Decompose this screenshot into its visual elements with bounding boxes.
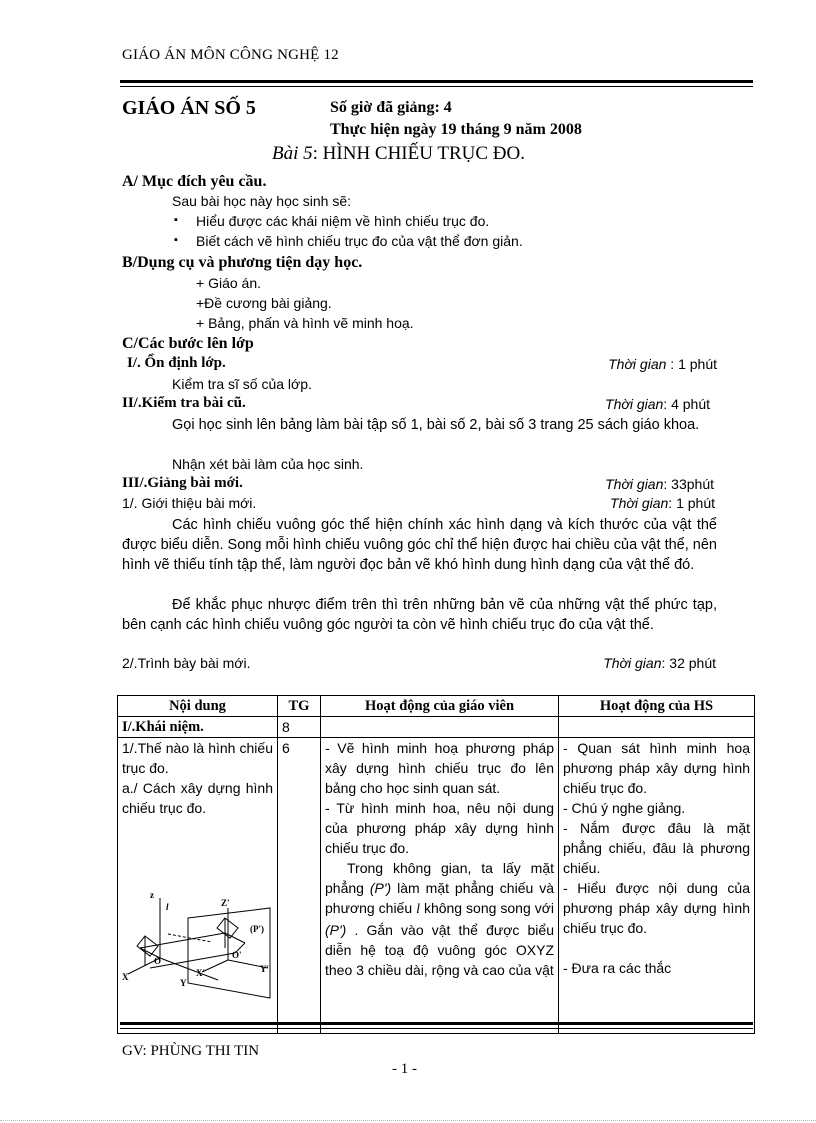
table-cell-text: - Vẽ hình minh hoạ phương pháp xây dựng hình chiếu trục đo lên bảng cho học sinh quan sát. xyxy=(325,740,554,796)
section-c-heading: C/Các bước lên lớp xyxy=(122,335,254,352)
time-label: Thời gian xyxy=(608,356,667,372)
time-value: : 33phút xyxy=(663,476,714,492)
section-c1-time xyxy=(520,356,717,372)
figure-label: Y' xyxy=(260,964,269,974)
text-run: Trong không gian, ta lấy mặt phẳng xyxy=(325,860,554,896)
subsection-present-heading: 2/.Trình bày bài mới. xyxy=(122,655,251,671)
time-value: : 32 phút xyxy=(661,655,716,671)
header-rule-thin xyxy=(120,86,753,87)
section-c2-text2: Nhận xét bài làm của học sinh. xyxy=(172,456,364,472)
text-run: . Gắn vào vật thể được biểu diễn hệ toạ độ vuông góc OXYZ theo 3 chiều dài, rộng và cao của vật xyxy=(325,922,554,978)
section-c3-heading: III/.Giảng bài mới. xyxy=(122,475,243,491)
time-label: Thời gian xyxy=(603,655,662,671)
figure-label: O' xyxy=(232,950,242,960)
footer-rule-thick xyxy=(120,1022,753,1025)
figure-label: Z' xyxy=(221,898,230,908)
table-cell-text: - Hiểu được nội dung của phương pháp xây dựng hình chiếu trục đo. xyxy=(563,880,750,936)
table-cell: 6 xyxy=(278,738,321,1034)
table-cell-text: - Từ hình minh hoa, nêu nội dung của phương pháp xây dựng hình chiếu trục đo. xyxy=(325,800,554,856)
table-header-row xyxy=(118,696,755,717)
figure-label: z xyxy=(150,890,154,900)
figure-label: X xyxy=(122,972,129,982)
time-value: : 1 phút xyxy=(668,495,715,511)
page-break-line xyxy=(0,1120,816,1122)
time-label: Thời gian xyxy=(610,495,669,511)
axonometric-figure xyxy=(120,888,272,1018)
table-cell-text: - Quan sát hình minh hoạ phương pháp xây dựng hình chiếu trục đo. xyxy=(563,740,750,796)
section-b-heading: B/Dụng cụ và phương tiện dạy học. xyxy=(122,254,363,271)
lesson-date: Thực hiện ngày 19 tháng 9 năm 2008 xyxy=(330,121,582,138)
text-run: (P') xyxy=(369,880,392,896)
section-c2-text1: Gọi học sinh lên bảng làm bài tập số 1, bài số 2, bài số 3 trang 25 sách giáo khoa. xyxy=(172,417,700,433)
table-header-cell: TG xyxy=(278,696,321,717)
section-c3-time xyxy=(520,476,714,492)
table-cell-text: 1/.Thế nào là hình chiếu trục đo. xyxy=(122,740,273,776)
table-cell: I/.Khái niệm. xyxy=(118,717,278,738)
table-cell: 8 xyxy=(278,717,321,738)
text-run: (P') xyxy=(325,922,347,938)
lesson-table xyxy=(117,695,755,1034)
section-a-bullet: ▪ Hiểu được các khái niệm về hình chiếu trục đo. xyxy=(196,213,489,229)
figure-label: l xyxy=(166,902,169,912)
time-value: : 1 phút xyxy=(666,356,717,372)
section-c2-time xyxy=(520,396,710,412)
text-run: không song song với xyxy=(419,900,554,916)
time-label: Thời gian xyxy=(605,476,664,492)
table-cell-text xyxy=(325,858,554,980)
section-c1-text: Kiểm tra sĩ số của lớp. xyxy=(172,376,312,392)
table-cell-text: a./ Cách xây dựng hình chiếu trục đo. xyxy=(122,780,273,816)
header-rule-thick xyxy=(120,80,753,83)
footer-rule-thin xyxy=(120,1028,753,1029)
text-run: l xyxy=(416,902,420,917)
table-cell xyxy=(559,738,755,1034)
table-cell xyxy=(118,738,278,1034)
page-number: - 1 - xyxy=(392,1061,417,1077)
hours-taught: Số giờ đã giảng: 4 xyxy=(330,99,452,116)
table-row xyxy=(118,717,755,738)
section-c2-heading: II/.Kiểm tra bài cũ. xyxy=(122,395,246,411)
subsection-intro-time xyxy=(520,495,715,511)
table-row xyxy=(118,738,755,1034)
subsection-intro-heading: 1/. Giới thiệu bài mới. xyxy=(122,495,257,511)
figure-label: Y xyxy=(180,978,187,988)
table-cell-text: - Đưa ra các thắc xyxy=(563,960,672,976)
table-header-cell: Hoạt động của giáo viên xyxy=(321,696,559,717)
figure-label: O xyxy=(154,956,162,966)
table-header-cell: Nội dung xyxy=(118,696,278,717)
figure-label: X' xyxy=(196,968,205,978)
intro-paragraph-1: Các hình chiếu vuông góc thể hiện chính xác hình dạng và kích thước của vật thể được biểu diễn. Song mỗi hình chiếu vuông góc chỉ thể hiện được hai chiều của vật thể, nên hình vẽ thiếu tính tập thể, làm người đọc bản vẽ khó hình dung hình dạng của vật thể đó. xyxy=(122,517,717,573)
section-b-item: + Giáo án. xyxy=(196,275,261,291)
lesson-label: Bài 5 xyxy=(272,143,313,164)
intro-paragraph-2: Để khắc phục nhược điểm trên thì trên những bản vẽ của những vật thể phức tạp, bên cạnh các hình chiếu vuông góc người ta còn vẽ hình chiếu trục đo của vật thể. xyxy=(122,597,717,633)
table-cell xyxy=(559,717,755,738)
section-a-heading: A/ Mục đích yêu cầu. xyxy=(122,173,267,190)
table-cell-text: - Chú ý nghe giảng. xyxy=(563,800,686,816)
table-cell-text: - Nắm được đâu là mặt phẳng chiếu, đâu là phương chiếu. xyxy=(563,820,750,876)
table-header-cell: Hoạt động của HS xyxy=(559,696,755,717)
page-header: GIÁO ÁN MÔN CÔNG NGHỆ 12 xyxy=(122,47,339,63)
time-value: : 4 phút xyxy=(663,396,710,412)
page-footer: GV: PHÙNG THI TIN xyxy=(122,1043,260,1059)
figure-label: (P') xyxy=(250,924,264,934)
section-a-bullet: ▪ Biết cách vẽ hình chiếu trục đo của vật thể đơn giản. xyxy=(196,233,523,249)
table-cell xyxy=(321,717,559,738)
section-c1-heading: I/. Ổn định lớp. xyxy=(127,355,226,371)
subsection-present-time xyxy=(520,655,716,671)
lesson-plan-title: GIÁO ÁN SỐ 5 xyxy=(122,97,256,119)
section-b-item: + Bảng, phấn và hình vẽ minh hoạ. xyxy=(196,315,414,331)
section-b-item: +Đề cương bài giảng. xyxy=(196,295,332,311)
table-cell xyxy=(321,738,559,1034)
time-label: Thời gian xyxy=(605,396,664,412)
lesson-heading xyxy=(272,143,525,165)
section-a-intro: Sau bài học này học sinh sẽ: xyxy=(172,193,352,209)
lesson-title: : HÌNH CHIẾU TRỤC ĐO. xyxy=(312,143,525,164)
text-run: làm mặt phẳng chiếu và phương chiếu xyxy=(325,880,554,916)
